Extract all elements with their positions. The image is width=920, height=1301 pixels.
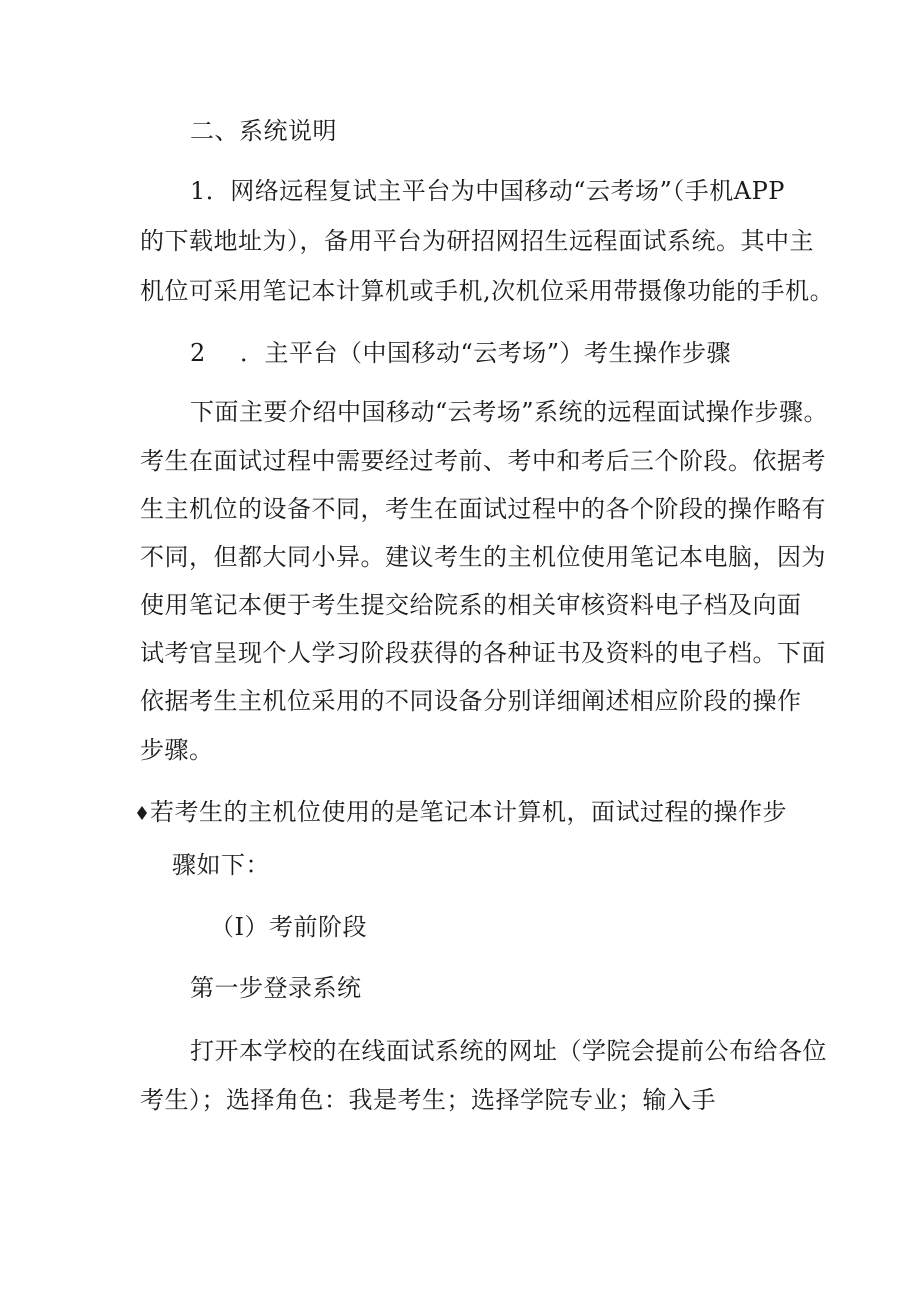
bullet-line-1 <box>136 797 787 827</box>
item-1-line-3: 机位可采用笔记本计算机或手机,次机位采用带摄像功能的手机。 <box>140 277 835 305</box>
bullet-text-line-1: 若考生的主机位使用的是笔记本计算机，面试过程的操作步 <box>150 798 787 826</box>
step-line-1: 打开本学校的在线面试系统的网址（学院会提前公布给各位 <box>190 1037 827 1065</box>
bullet-line-2: 骤如下： <box>172 851 270 879</box>
step-heading: 第一步登录系统 <box>190 974 362 1002</box>
intro-line-4: 不同，但都大同小异。建议考生的主机位使用笔记本电脑，因为 <box>140 543 826 571</box>
intro-line-1: 下面主要介绍中国移动“云考场”系统的远程面试操作步骤。 <box>190 398 829 426</box>
intro-line-5: 使用笔记本便于考生提交给院系的相关审核资料电子档及向面 <box>140 591 802 619</box>
item-2-title: ．主平台（中国移动“云考场”）考生操作步骤 <box>240 339 732 367</box>
intro-line-3: 生主机位的设备不同，考生在面试过程中的各个阶段的操作略有 <box>140 495 826 523</box>
intro-line-6: 试考官呈现个人学习阶段获得的各种证书及资料的电子档。下面 <box>140 639 826 667</box>
section-heading: 二、系统说明 <box>190 117 337 145</box>
item-1-line-2: 的下载地址为），备用平台为研招网招生远程面试系统。其中主 <box>140 227 814 255</box>
item-1-line-1: 1．网络远程复试主平台为中国移动“云考场”（手机APP <box>190 177 785 205</box>
intro-line-8: 步骤。 <box>140 736 214 764</box>
item-2-number: 2 <box>190 339 206 367</box>
diamond-bullet-icon <box>136 797 148 827</box>
intro-line-2: 考生在面试过程中需要经过考前、考中和考后三个阶段。依据考 <box>140 447 826 475</box>
intro-line-7: 依据考生主机位采用的不同设备分别详细阐述相应阶段的操作 <box>140 687 802 715</box>
step-line-2: 考生）；选择角色：我是考生；选择学院专业；输入手 <box>140 1086 716 1114</box>
stage-heading: （I）考前阶段 <box>210 913 367 941</box>
